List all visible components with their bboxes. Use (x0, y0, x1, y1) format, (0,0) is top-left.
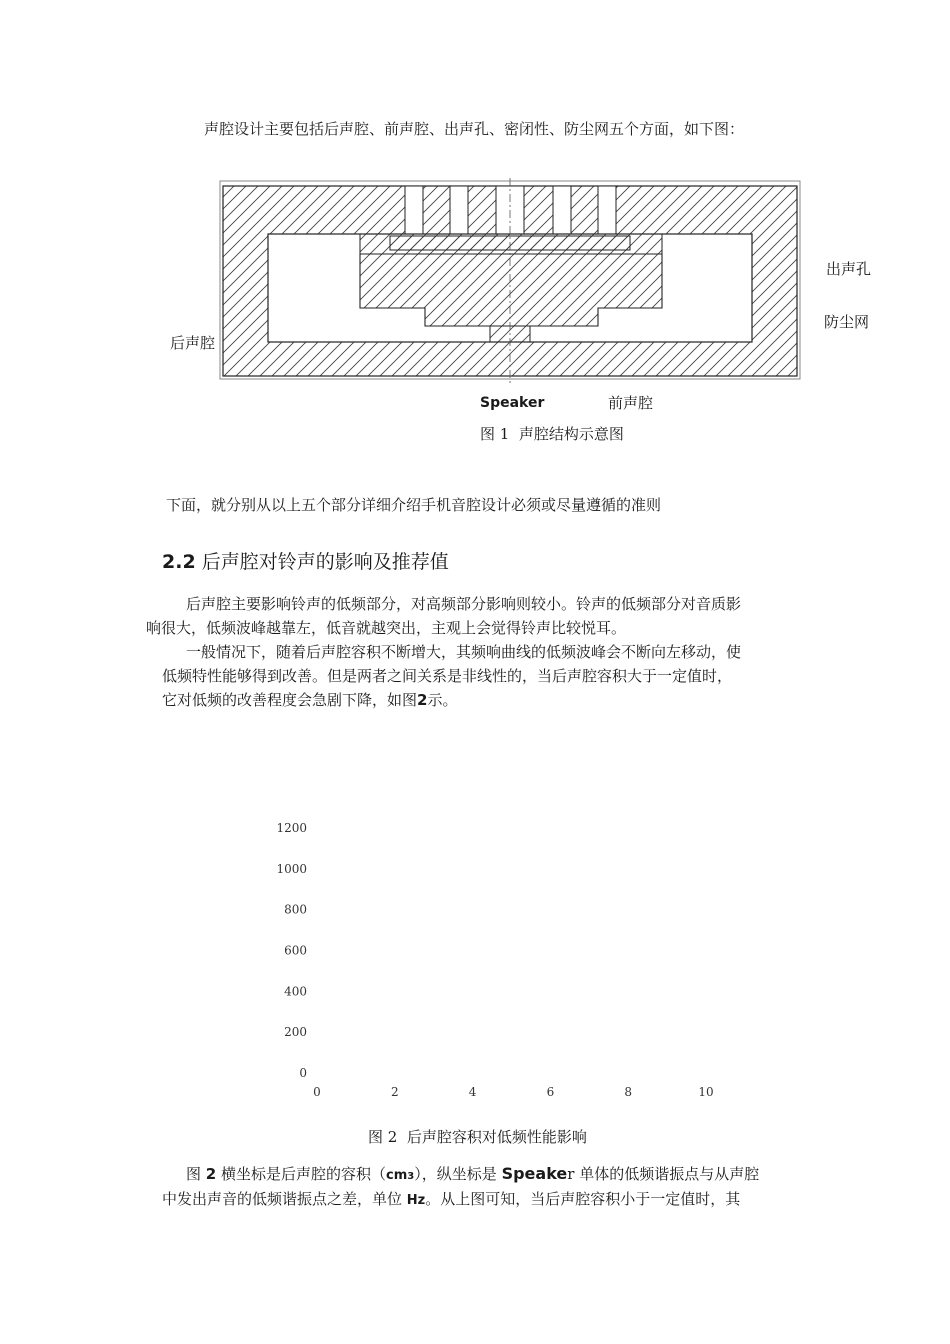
para3-line2 (162, 1188, 740, 1209)
label-back-cavity: 后声腔 (170, 334, 216, 352)
x-tick-label: 2 (390, 1085, 399, 1099)
x-axis-ticks (313, 1085, 713, 1099)
para2-line3 (162, 689, 457, 710)
unit-exponent: 3 (407, 1171, 415, 1182)
caption-text: 声腔结构示意图 (518, 425, 624, 443)
outlet-hole (553, 186, 571, 234)
intro-text: 声腔设计主要包括后声腔、前声腔、出声孔、密闭性、防尘网五个方面，如下图： (204, 120, 745, 138)
y-tick-label: 200 (284, 1025, 307, 1040)
speaker-term-end: r (567, 1165, 575, 1183)
y-tick-label: 600 (284, 943, 307, 958)
label-dust-net: 防尘网 (824, 313, 870, 331)
section-title: 后声腔对铃声的影响及推荐值 (201, 551, 449, 573)
x-tick-label: 10 (698, 1085, 714, 1099)
para3-text: ），纵坐标是 (414, 1165, 497, 1183)
para3-text: 单体的低频谐振点与从声腔 (579, 1165, 760, 1183)
para1-line2: 响很大，低频波峰越靠左，低音就越突出，主观上会觉得铃声比较悦耳。 (146, 619, 627, 637)
figure-1-cavity-diagram (0, 170, 950, 630)
para2-line1: 一般情况下，随着后声腔容积不断增大，其频响曲线的低频波峰会不断向左移动，使 (186, 643, 742, 661)
label-outlet: 出声孔 (826, 260, 872, 278)
label-speaker: Speaker (480, 395, 545, 411)
para1-line1: 后声腔主要影响铃声的低频部分，对高频部分影响则较小。铃声的低频部分对音质影 (186, 595, 742, 613)
x-tick-label: 0 (313, 1085, 321, 1099)
x-tick-label: 4 (468, 1085, 477, 1099)
outlet-hole (405, 186, 423, 234)
x-tick-label: 8 (624, 1085, 633, 1099)
figure-1-caption (480, 423, 624, 444)
figure-2-caption (368, 1126, 587, 1147)
figure-ref: 2 (417, 691, 428, 709)
y-tick-label: 800 (284, 902, 307, 917)
section-number: 2.2 (162, 551, 196, 573)
y-tick-label: 400 (284, 984, 307, 999)
para3-text: 横坐标是后声腔的容积（ (221, 1165, 387, 1183)
para2-line3-a: 它对低频的改善程度会急剧下降，如图 (162, 691, 418, 709)
para3-text: 。从上图可知，当后声腔容积小于一定值时，其 (425, 1190, 741, 1208)
outlet-hole (450, 186, 468, 234)
sentence-below: 下面，就分别从以上五个部分详细介绍手机音腔设计必须或尽量遵循的准则 (166, 496, 662, 514)
unit-cm: cm (386, 1168, 408, 1183)
figure-2-chart (0, 810, 950, 1110)
label-front-cavity: 前声腔 (608, 394, 654, 412)
x-tick-label: 6 (546, 1085, 555, 1099)
para2-line3-b: 示。 (427, 691, 458, 709)
caption-text: 后声腔容积对低频性能影响 (406, 1128, 587, 1146)
speaker-term: Speake (501, 1164, 568, 1183)
caption-number: 图 1 (480, 425, 510, 443)
caption-number: 图 2 (368, 1128, 398, 1146)
unit-hz: Hz (406, 1193, 426, 1208)
y-tick-label: 1000 (276, 861, 307, 876)
y-tick-label: 1200 (276, 821, 307, 835)
para3-text: 中发出声音的低频谐振点之差，单位 (162, 1190, 403, 1208)
para2-line2: 低频特性能够得到改善。但是两者之间关系是非线性的，当后声腔容积大于一定值时， (162, 667, 733, 685)
outlet-hole (598, 186, 616, 234)
para3-text: 图 (186, 1165, 202, 1183)
section-heading (162, 547, 449, 574)
figure-ref: 2 (205, 1165, 217, 1183)
para3-line1 (186, 1163, 759, 1184)
y-axis-ticks (276, 821, 307, 1080)
y-tick-label: 0 (299, 1066, 307, 1080)
